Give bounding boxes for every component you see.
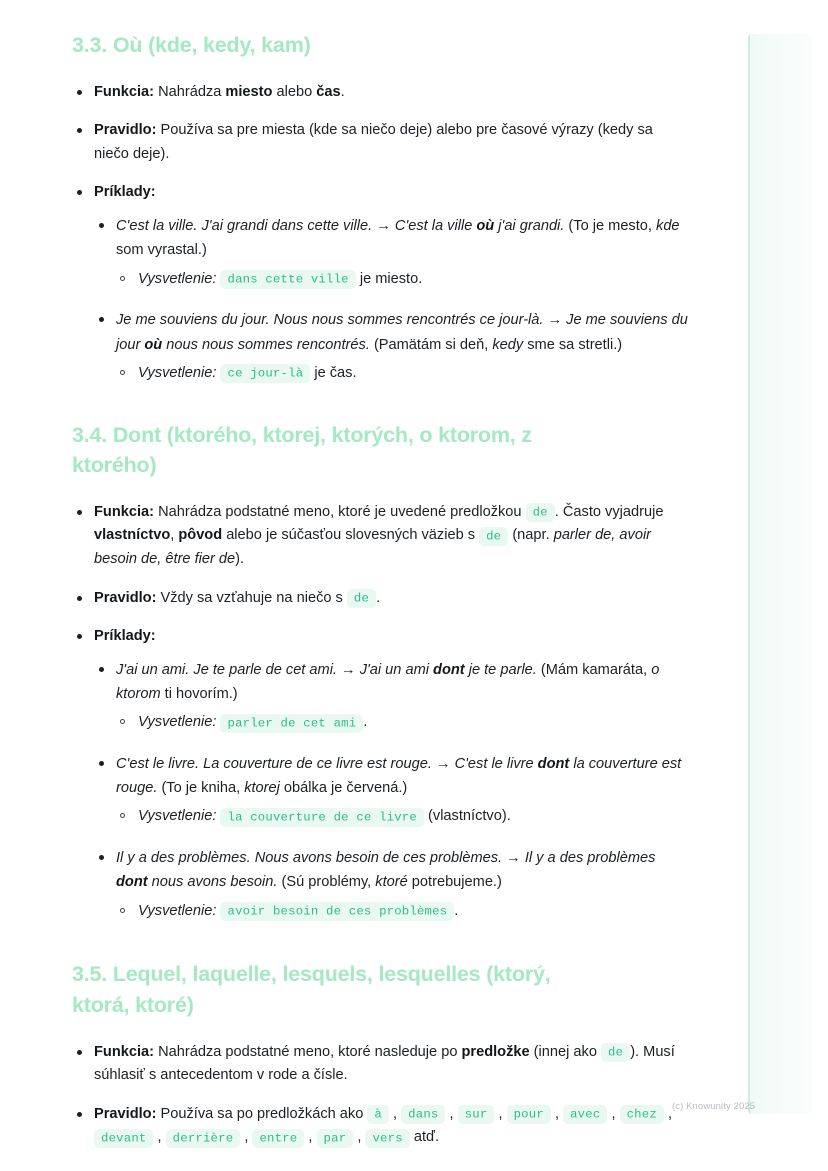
chip-separator: , bbox=[663, 1105, 673, 1122]
pravidlo-label: Pravidlo: bbox=[94, 1105, 157, 1122]
code-chip-de: de bbox=[601, 1043, 630, 1062]
funkcia-text-2: alebo bbox=[272, 83, 317, 100]
pravidlo-text-1: Vždy sa vzťahuje na niečo s bbox=[156, 589, 347, 606]
footer-credit: (c) Knowunity 2025 bbox=[672, 1101, 756, 1112]
code-chip-preposition: avec bbox=[563, 1105, 607, 1124]
list-item-pravidlo bbox=[72, 587, 688, 611]
funkcia-text-3: , bbox=[170, 527, 179, 544]
chip-separator: , bbox=[240, 1129, 253, 1146]
chip-separator: , bbox=[494, 1105, 507, 1122]
example-translation-1: (Sú problémy, bbox=[277, 874, 376, 891]
code-chip-preposition: pour bbox=[507, 1105, 551, 1124]
funkcia-text-4: alebo je súčasťou slovesných väzieb s bbox=[222, 527, 480, 544]
explanation-after: (vlastníctvo). bbox=[428, 808, 511, 825]
example-translation-2: ti hovorím.) bbox=[160, 686, 238, 702]
code-chip-preposition: derrière bbox=[166, 1129, 241, 1148]
example-item bbox=[94, 214, 688, 291]
example-translation-1: (Pamätám si deň, bbox=[369, 336, 493, 353]
example-french-keyword: dont bbox=[537, 756, 570, 773]
funkcia-text-2: . Často vyjadruje bbox=[554, 503, 664, 520]
example-french-keyword: dont bbox=[116, 874, 148, 891]
examples-list-3-4 bbox=[94, 658, 688, 924]
list-item-funkcia bbox=[72, 501, 688, 572]
funkcia-bold-1: predložke bbox=[461, 1043, 530, 1060]
pravidlo-label: Pravidlo: bbox=[94, 589, 157, 606]
code-chip-preposition: à bbox=[367, 1105, 389, 1124]
explanation-list bbox=[116, 804, 688, 829]
explanation-after: je miesto. bbox=[359, 270, 423, 287]
pravidlo-text-2: atď. bbox=[413, 1129, 440, 1146]
explanation-item bbox=[116, 267, 688, 292]
explanation-list bbox=[116, 361, 688, 386]
examples-list-3-3 bbox=[94, 214, 688, 385]
example-french-keyword: où bbox=[144, 336, 163, 353]
explanation-label: Vysvetlenie: bbox=[138, 714, 217, 731]
example-french-keyword: où bbox=[476, 218, 495, 235]
explanation-after: je čas. bbox=[314, 364, 357, 381]
list-item-funkcia bbox=[72, 81, 688, 105]
code-chip-preposition: par bbox=[317, 1129, 354, 1148]
explanation-item bbox=[116, 804, 688, 829]
pravidlo-text-1: Používa sa po predložkách ako bbox=[156, 1105, 368, 1122]
code-chip-de: de bbox=[479, 527, 508, 546]
code-chip: dans cette ville bbox=[220, 270, 355, 289]
explanation-item bbox=[116, 899, 688, 924]
chip-separator: , bbox=[445, 1105, 458, 1122]
list-item-priklady bbox=[72, 181, 688, 385]
example-french-2: nous nous sommes rencontrés. bbox=[162, 336, 370, 353]
example-item bbox=[94, 846, 688, 923]
code-chip-preposition: vers bbox=[365, 1129, 409, 1148]
example-french-2: je te parle. bbox=[464, 661, 537, 678]
example-item bbox=[94, 658, 688, 735]
code-chip-preposition: sur bbox=[458, 1105, 495, 1124]
code-chip-preposition: entre bbox=[252, 1129, 304, 1148]
section-heading-3-4: 3.4. Dont (ktorého, ktorej, ktorých, o ktorom, z ktorého) bbox=[72, 422, 532, 478]
example-translation-italic: ktorej bbox=[244, 780, 280, 797]
example-translation-italic: ktoré bbox=[375, 874, 408, 891]
example-translation-1: (To je mesto, bbox=[568, 218, 657, 235]
code-chip: parler de cet ami bbox=[220, 714, 363, 733]
code-chip: ce jour-là bbox=[220, 364, 310, 383]
pravidlo-text-2: . bbox=[376, 589, 381, 606]
explanation-label: Vysvetlenie: bbox=[138, 270, 217, 287]
explanation-item bbox=[116, 710, 688, 735]
funkcia-text-1: Nahrádza podstatné meno, ktoré je uvedené predložkou bbox=[154, 503, 526, 520]
priklady-label: Príklady: bbox=[94, 628, 156, 645]
example-french-2: la couverture est rouge. bbox=[116, 756, 682, 797]
code-chip-de: de bbox=[347, 589, 376, 608]
priklady-label: Príklady: bbox=[94, 184, 156, 201]
code-chip-preposition: dans bbox=[401, 1105, 445, 1124]
funkcia-label: Funkcia: bbox=[94, 83, 155, 100]
list-item-pravidlo bbox=[72, 119, 688, 166]
example-translation-1: (To je kniha, bbox=[157, 780, 245, 797]
funkcia-text-1: Nahrádza bbox=[154, 83, 226, 100]
funkcia-text-1: Nahrádza podstatné meno, ktoré nasleduje po bbox=[154, 1043, 462, 1060]
explanation-item bbox=[116, 361, 688, 386]
funkcia-text-3: ). Musí súhlasiť s antecedentom v rode a čísle. bbox=[94, 1043, 675, 1084]
example-french-1: C'est le livre. La couverture de ce livre est rouge. → C'est le livre bbox=[116, 756, 538, 773]
decorative-right-rail bbox=[748, 34, 812, 1114]
explanation-list bbox=[116, 267, 688, 292]
funkcia-text-2: (innej ako bbox=[529, 1043, 602, 1060]
section-3-5-list bbox=[72, 1041, 688, 1151]
example-translation-italic: kedy bbox=[492, 336, 524, 353]
funkcia-label: Funkcia: bbox=[94, 503, 155, 520]
list-item-priklady bbox=[72, 625, 688, 923]
explanation-after: . bbox=[454, 902, 459, 919]
example-french-keyword: dont bbox=[433, 661, 465, 678]
explanation-list bbox=[116, 899, 688, 924]
explanation-label: Vysvetlenie: bbox=[138, 808, 217, 825]
chip-separator: , bbox=[153, 1129, 166, 1146]
example-french-1: J'ai un ami. Je te parle de cet ami. → J'ai un ami bbox=[116, 661, 434, 678]
explanation-after: . bbox=[363, 714, 368, 731]
pravidlo-text: Používa sa pre miesta (kde sa niečo deje) alebo pre časové výrazy (kedy sa niečo deje). bbox=[94, 122, 653, 162]
funkcia-label: Funkcia: bbox=[94, 1043, 155, 1060]
chip-separator: , bbox=[388, 1105, 402, 1122]
example-translation-italic: kde bbox=[656, 218, 680, 235]
section-3-3-list bbox=[72, 81, 688, 386]
example-translation-italic: o ktorom bbox=[116, 661, 660, 702]
section-heading-3-5: 3.5. Lequel, laquelle, lesquels, lesquelles (ktorý, ktorá, ktoré) bbox=[72, 962, 551, 1017]
list-item-funkcia bbox=[72, 1041, 688, 1088]
chip-separator: , bbox=[353, 1129, 366, 1146]
funkcia-italic-examples: parler de, avoir besoin de, être fier de bbox=[94, 527, 652, 567]
example-translation-2: sme sa stretli.) bbox=[523, 336, 623, 353]
chip-separator: , bbox=[304, 1129, 317, 1146]
example-french-2: j'ai grandi. bbox=[494, 218, 565, 235]
example-translation-2: som vyrastal.) bbox=[116, 242, 207, 259]
pravidlo-label: Pravidlo: bbox=[94, 122, 157, 139]
chip-separator: , bbox=[607, 1105, 620, 1122]
example-french-1: Je me souviens du jour. Nous nous sommes rencontrés ce jour-là. → Je me souviens du jour bbox=[116, 312, 688, 353]
explanation-list bbox=[116, 710, 688, 735]
funkcia-bold-2: čas bbox=[316, 83, 341, 100]
chip-separator: , bbox=[550, 1105, 564, 1122]
funkcia-text-6: ). bbox=[235, 550, 245, 567]
funkcia-text-3: . bbox=[340, 83, 345, 100]
code-chip: la couverture de ce livre bbox=[220, 808, 423, 827]
code-chip: avoir besoin de ces problèmes bbox=[220, 902, 454, 921]
funkcia-text-5: (napr. bbox=[508, 527, 554, 544]
example-translation-2: obálka je červená.) bbox=[279, 780, 408, 797]
section-heading-3-3: 3.3. Où (kde, kedy, kam) bbox=[72, 33, 311, 57]
example-translation-1: (Mám kamaráta, bbox=[536, 661, 652, 678]
code-chip-preposition: devant bbox=[94, 1129, 153, 1148]
example-french-1: Il y a des problèmes. Nous avons besoin de ces problèmes. → Il y a des problèmes bbox=[116, 850, 656, 867]
funkcia-bold-2: pôvod bbox=[178, 527, 223, 544]
funkcia-bold-1: miesto bbox=[225, 83, 273, 100]
list-item-pravidlo bbox=[72, 1103, 688, 1150]
explanation-label: Vysvetlenie: bbox=[138, 364, 217, 381]
example-translation-2: potrebujeme.) bbox=[407, 874, 502, 891]
example-french-2: nous avons besoin. bbox=[147, 874, 278, 891]
example-item bbox=[94, 308, 688, 385]
example-french-1: C'est la ville. J'ai grandi dans cette ville. → C'est la ville bbox=[116, 218, 477, 235]
funkcia-bold-1: vlastníctvo bbox=[94, 527, 171, 544]
example-item bbox=[94, 752, 688, 829]
code-chip-de: de bbox=[526, 503, 555, 522]
section-3-4-list bbox=[72, 501, 688, 924]
code-chip-preposition: chez bbox=[620, 1105, 664, 1124]
explanation-label: Vysvetlenie: bbox=[138, 902, 217, 919]
